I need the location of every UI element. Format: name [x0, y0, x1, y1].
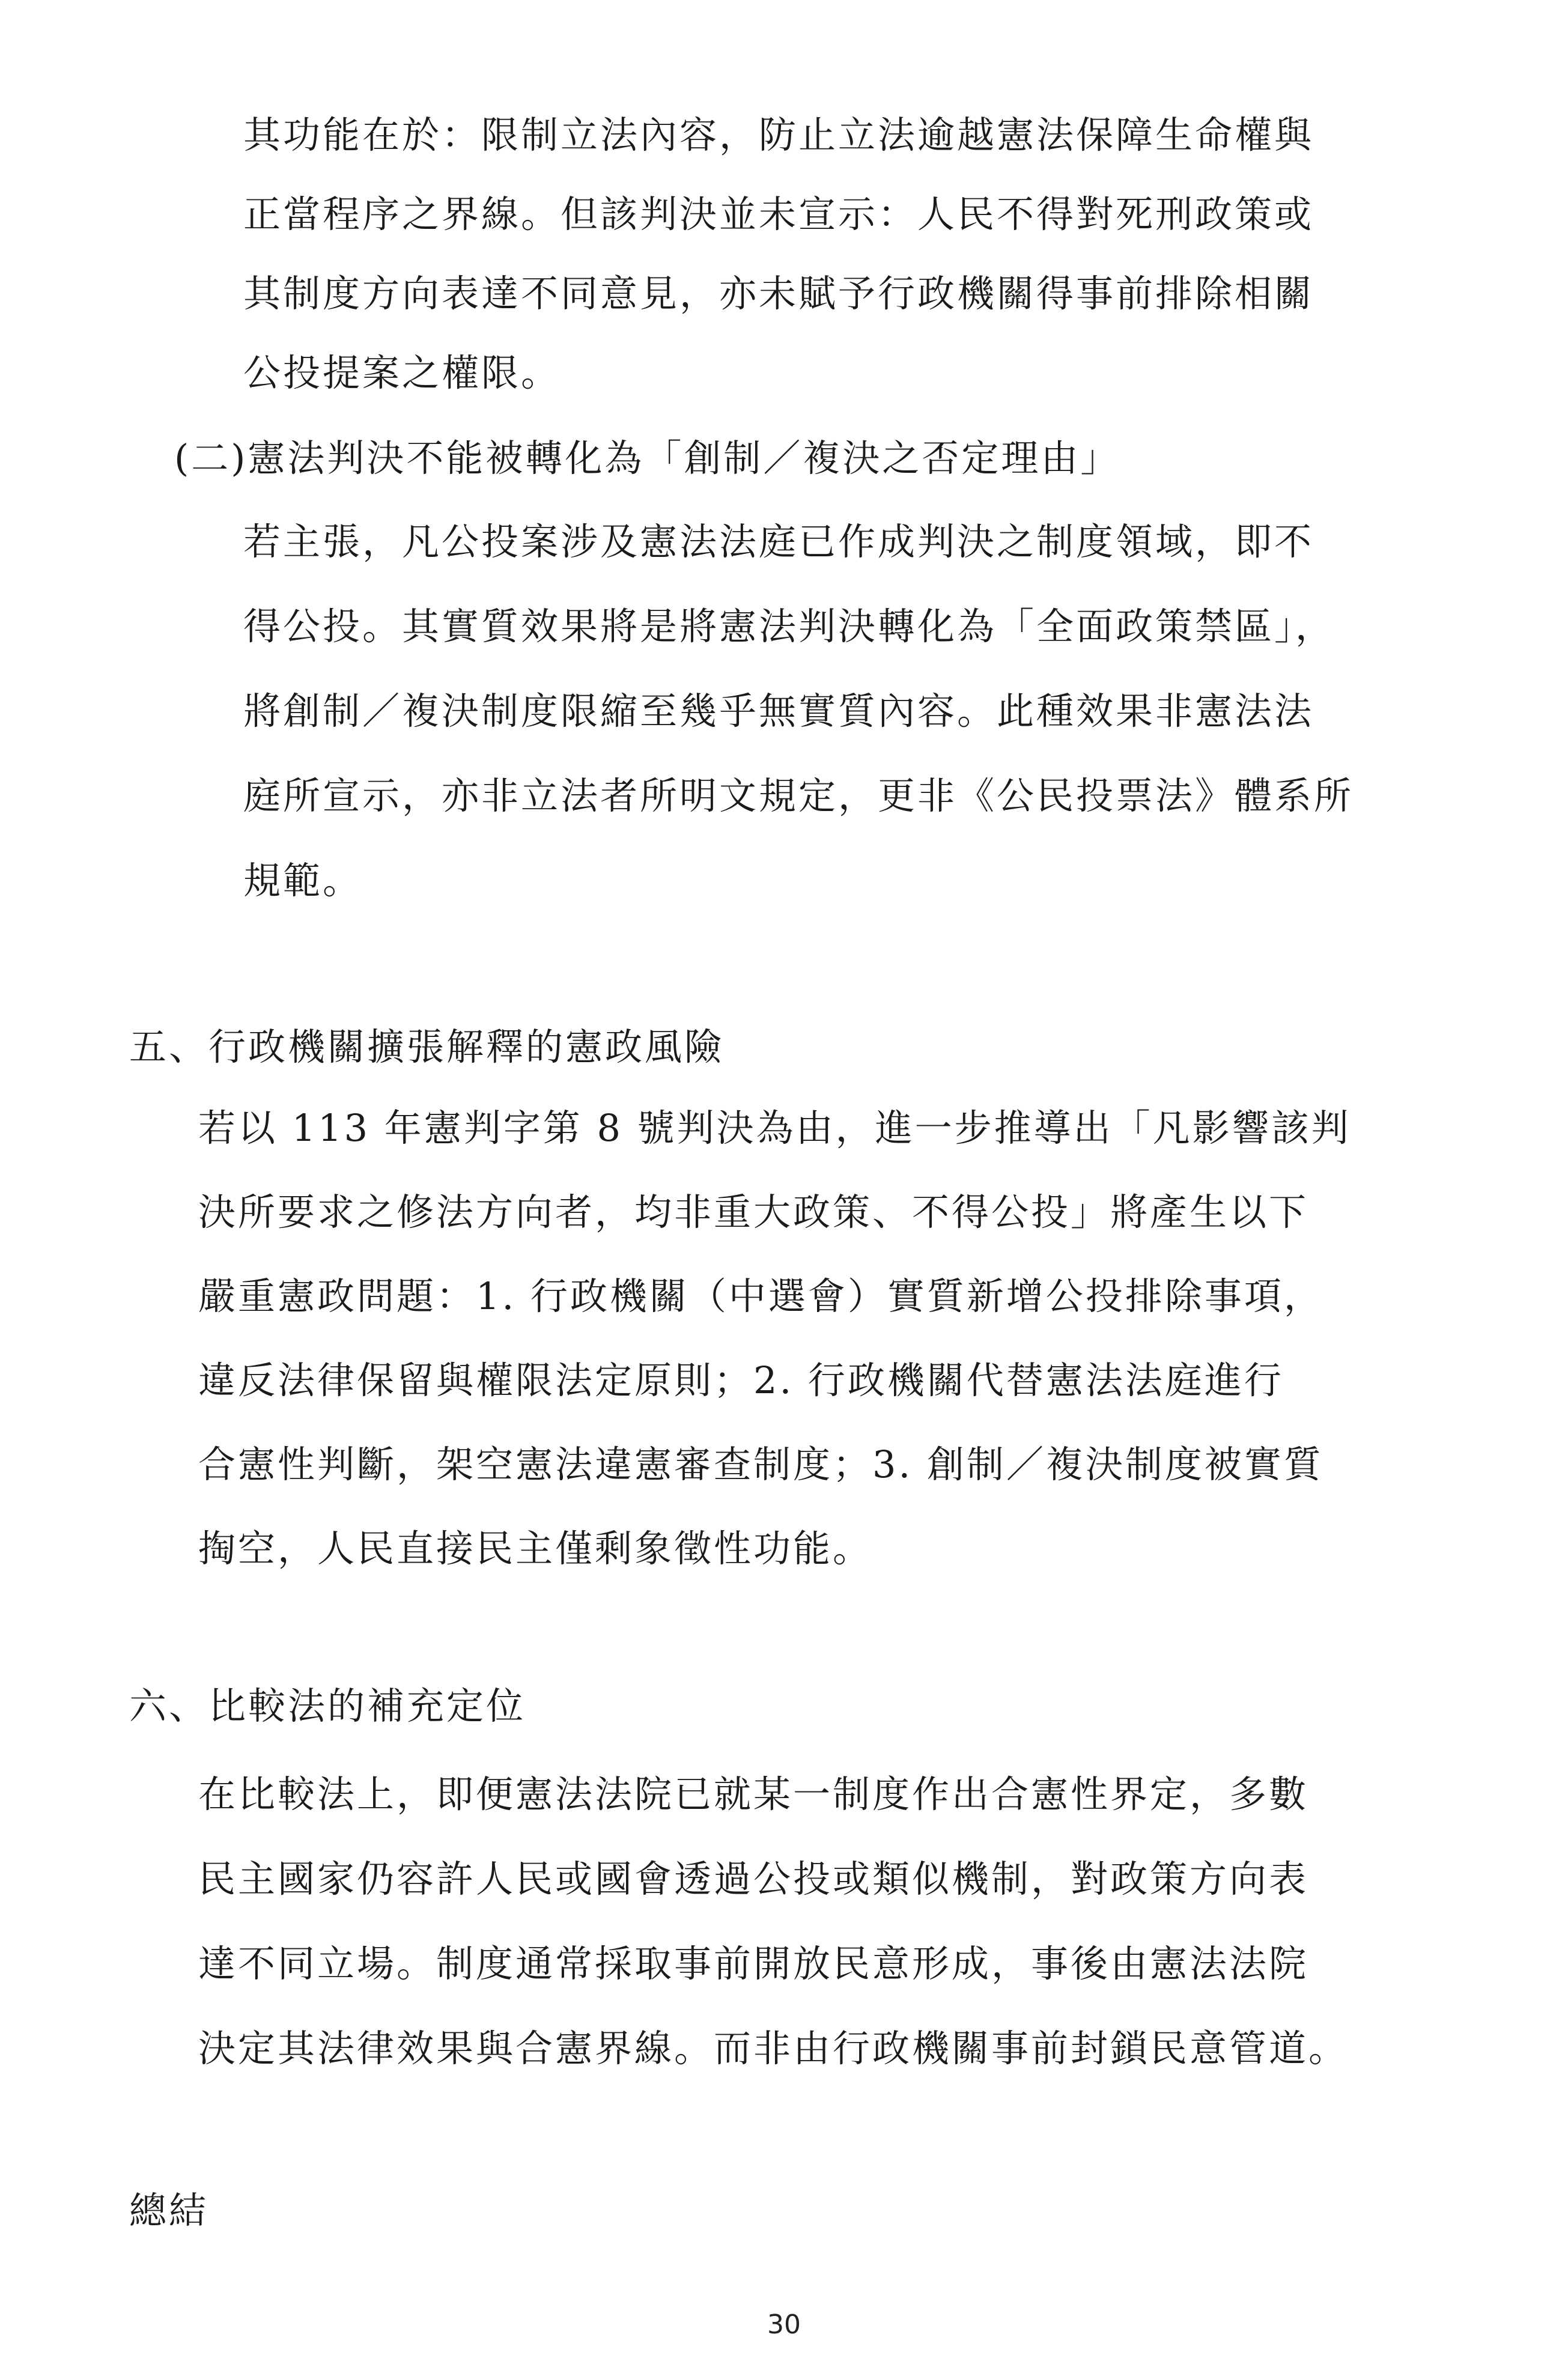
paragraph-line: 合憲性判斷，架空憲法違憲審查制度；3. 創制／複決制度被實質	[198, 1442, 1323, 1486]
conclusion-heading: 總結	[129, 2189, 209, 2232]
paragraph-line: 達不同立場。制度通常採取事前開放民意形成，事後由憲法法院	[198, 1942, 1309, 1986]
page-number: 30	[767, 2309, 801, 2340]
paragraph-line: 在比較法上，即便憲法法院已就某一制度作出合憲性界定，多數	[198, 1772, 1309, 1816]
paragraph-line: 若以 113 年憲判字第 8 號判決為由，進一步推導出「凡影響該判	[198, 1106, 1351, 1150]
paragraph-line: 決定其法律效果與合憲界線。而非由行政機關事前封鎖民意管道。	[198, 2026, 1349, 2070]
paragraph-line: 規範。	[243, 858, 363, 902]
paragraph-line: 將創制／複決制度限縮至幾乎無實質內容。此種效果非憲法法	[243, 689, 1314, 733]
section-heading: 六、比較法的補充定位	[129, 1684, 526, 1728]
paragraph-line: 嚴重憲政問題：1. 行政機關（中選會）實質新增公投排除事項，	[198, 1274, 1323, 1318]
paragraph-line: 民主國家仍容許人民或國會透過公投或類似機制，對政策方向表	[198, 1857, 1309, 1901]
paragraph-line: 正當程序之界線。但該判決並未宣示：人民不得對死刑政策或	[243, 192, 1314, 236]
paragraph-line: 違反法律保留與權限法定原則；2. 行政機關代替憲法法庭進行	[198, 1358, 1284, 1402]
paragraph-line: 若主張，凡公投案涉及憲法法庭已作成判決之制度領域，即不	[243, 520, 1314, 564]
paragraph-line: 決所要求之修法方向者，均非重大政策、不得公投」將產生以下	[198, 1190, 1309, 1234]
paragraph-line: 得公投。其實質效果將是將憲法判決轉化為「全面政策禁區」，	[243, 604, 1336, 648]
subsection-heading: (二)憲法判決不能被轉化為「創制／複決之否定理由」	[174, 436, 1120, 480]
paragraph-line: 掏空，人民直接民主僅剩象徵性功能。	[198, 1527, 873, 1570]
paragraph-line: 其制度方向表達不同意見，亦未賦予行政機關得事前排除相關	[243, 272, 1314, 315]
section-heading: 五、行政機關擴張解釋的憲政風險	[129, 1025, 725, 1069]
paragraph-line: 其功能在於：限制立法內容，防止立法逾越憲法保障生命權與	[243, 113, 1314, 157]
paragraph-line: 公投提案之權限。	[243, 351, 561, 395]
paragraph-line: 庭所宣示，亦非立法者所明文規定，更非《公民投票法》體系所	[243, 774, 1354, 818]
